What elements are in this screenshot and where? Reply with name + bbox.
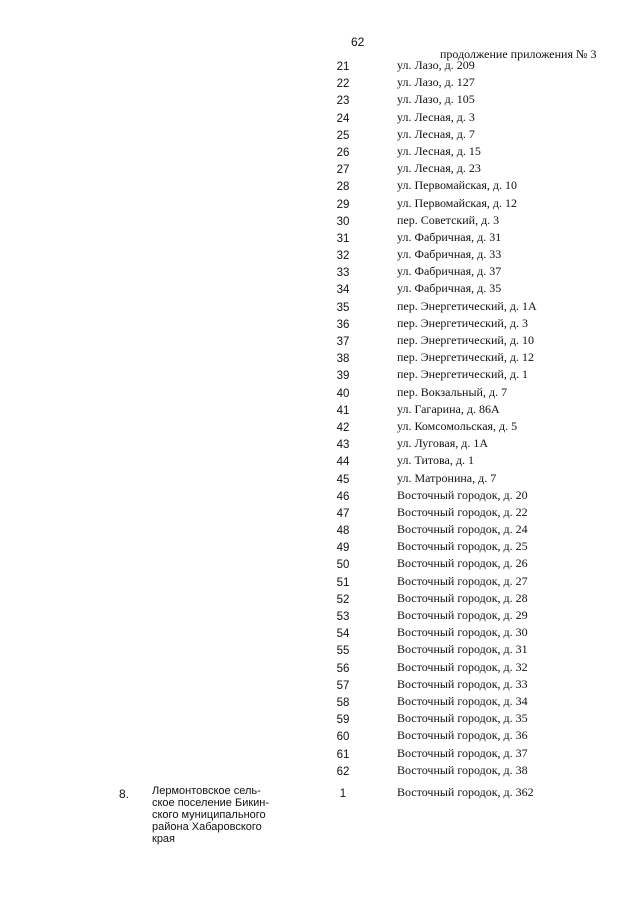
row-number: 62 [336, 765, 350, 778]
table-row [0, 92, 640, 109]
row-number: 25 [336, 129, 350, 142]
row-number: 61 [336, 748, 350, 761]
row-number: 56 [336, 662, 350, 675]
row-address: ул. Лазо, д. 209 [397, 58, 475, 72]
row-number: 26 [336, 146, 350, 159]
table-row [0, 144, 640, 161]
row-number: 51 [336, 576, 350, 589]
row-number: 57 [336, 679, 350, 692]
table-row [0, 677, 640, 694]
row-number: 30 [336, 215, 350, 228]
address-list [0, 58, 640, 780]
row-address: Восточный городок, д. 32 [397, 659, 528, 674]
page-number: 62 [351, 35, 365, 49]
row-number: 42 [336, 421, 350, 434]
section-number: 8. [119, 787, 130, 801]
row-number: 31 [336, 232, 350, 245]
table-row [0, 75, 640, 92]
table-row [0, 625, 640, 642]
table-row [0, 178, 640, 195]
table-row [0, 505, 640, 522]
row-address: Восточный городок, д. 26 [397, 556, 528, 571]
table-row [0, 763, 640, 780]
row-address: Восточный городок, д. 36 [397, 728, 528, 743]
table-row [0, 728, 640, 745]
table-row [0, 385, 640, 402]
table-row [0, 350, 640, 367]
row-number: 49 [336, 542, 350, 555]
row-address: ул. Лазо, д. 105 [397, 92, 475, 107]
table-row [0, 660, 640, 677]
table-row [0, 213, 640, 230]
row-address: Восточный городок, д. 38 [397, 762, 528, 777]
table-row [0, 161, 640, 178]
table-row [0, 127, 640, 144]
row-address: ул. Матронина, д. 7 [397, 470, 497, 485]
row-number: 45 [336, 473, 350, 486]
row-number: 40 [336, 387, 350, 400]
table-row [0, 281, 640, 298]
row-number: 58 [336, 696, 350, 709]
row-number: 39 [336, 370, 350, 383]
row-address: ул. Лазо, д. 127 [397, 75, 475, 90]
row-address: ул. Лесная, д. 7 [397, 126, 475, 141]
row-address: Восточный городок, д. 20 [397, 487, 528, 502]
row-address: Восточный городок, д. 25 [397, 539, 528, 554]
row-address: ул. Луговая, д. 1А [397, 436, 489, 451]
table-row [0, 556, 640, 573]
row-address: Восточный городок, д. 29 [397, 608, 528, 622]
table-row [0, 58, 640, 75]
row-address: ул. Фабричная, д. 33 [397, 247, 502, 262]
table-row [0, 299, 640, 316]
row-address: ул. Гагарина, д. 86А [397, 401, 500, 416]
table-row [0, 711, 640, 728]
row-number: 32 [336, 250, 350, 263]
row-number: 33 [336, 267, 350, 280]
row-number: 54 [336, 628, 350, 641]
row-number: 48 [336, 525, 350, 538]
row-address: пер. Энергетический, д. 12 [397, 350, 534, 365]
table-row [0, 694, 640, 711]
row-address: Восточный городок, д. 24 [397, 522, 528, 537]
row-address: ул. Комсомольская, д. 5 [397, 418, 518, 433]
table-row [0, 608, 640, 625]
row-address: Восточный городок, д. 22 [397, 504, 528, 519]
table-row [0, 196, 640, 213]
table-row [0, 419, 640, 436]
row-address: ул. Первомайская, д. 12 [397, 195, 517, 210]
row-address: ул. Титова, д. 1 [397, 453, 474, 468]
row-address: пер. Энергетический, д. 3 [397, 315, 528, 330]
row-number: 38 [336, 353, 350, 366]
table-row [0, 642, 640, 659]
row-number: 28 [336, 181, 350, 194]
table-row [0, 333, 640, 350]
row-address: Восточный городок, д. 33 [397, 676, 528, 691]
row-address: пер. Энергетический, д. 1А [397, 298, 537, 313]
table-row [0, 264, 640, 281]
table-row [0, 522, 640, 539]
table-row [0, 316, 640, 333]
row-address: Восточный городок, д. 28 [397, 590, 528, 605]
row-number: 59 [336, 714, 350, 727]
row-address: Восточный городок, д. 362 [397, 785, 534, 799]
row-number: 43 [336, 439, 350, 452]
continuation-note: продолжение приложения № 3 [440, 47, 597, 61]
row-number: 21 [336, 61, 350, 73]
table-row [0, 230, 640, 247]
row-address: пер. Энергетический, д. 1 [397, 367, 528, 382]
row-address: ул. Лесная, д. 23 [397, 161, 481, 176]
table-row [0, 539, 640, 556]
row-address: ул. Первомайская, д. 10 [397, 178, 517, 193]
row-number: 37 [336, 336, 350, 348]
row-address: Восточный городок, д. 31 [397, 642, 528, 657]
table-row [0, 402, 640, 419]
row-number: 36 [336, 318, 350, 331]
row-number: 35 [336, 301, 350, 314]
row-address: ул. Фабричная, д. 37 [397, 264, 502, 279]
row-number: 1 [339, 788, 347, 800]
row-address: ул. Лесная, д. 15 [397, 143, 481, 158]
table-row [0, 471, 640, 488]
row-number: 60 [336, 731, 350, 744]
row-address: пер. Вокзальный, д. 7 [397, 384, 508, 399]
settlement-section [0, 785, 640, 855]
row-number: 24 [336, 112, 350, 125]
row-address: ул. Лесная, д. 3 [397, 109, 475, 124]
table-row [0, 746, 640, 763]
row-number: 44 [336, 456, 350, 469]
table-row [0, 110, 640, 127]
row-number: 53 [336, 611, 350, 623]
table-row [0, 367, 640, 384]
row-number: 52 [336, 593, 350, 606]
row-number: 46 [336, 490, 350, 503]
row-number: 50 [336, 559, 350, 572]
row-number: 22 [336, 78, 350, 91]
table-row [0, 488, 640, 505]
row-number: 41 [336, 404, 350, 417]
table-row [0, 574, 640, 591]
row-number: 47 [336, 507, 350, 520]
row-number: 23 [336, 95, 350, 108]
table-row [0, 591, 640, 608]
row-number: 55 [336, 645, 350, 658]
row-address: ул. Фабричная, д. 35 [397, 281, 502, 296]
row-address: пер. Советский, д. 3 [397, 212, 500, 227]
row-number: 29 [336, 198, 350, 211]
table-row [0, 247, 640, 264]
table-row [0, 453, 640, 470]
row-address: пер. Энергетический, д. 10 [397, 333, 534, 347]
row-address: Восточный городок, д. 35 [397, 711, 528, 726]
table-row [0, 436, 640, 453]
row-number: 27 [336, 164, 350, 177]
settlement-name: Лермонтовское сель- ское поселение Бикин- ского муниципального района Хабаровского края [152, 785, 270, 845]
row-number: 34 [336, 284, 350, 297]
row-address: Восточный городок, д. 34 [397, 693, 528, 708]
row-address: Восточный городок, д. 30 [397, 625, 528, 640]
row-address: ул. Фабричная, д. 31 [397, 229, 502, 244]
row-address: Восточный городок, д. 27 [397, 573, 528, 588]
row-address: Восточный городок, д. 37 [397, 745, 528, 760]
